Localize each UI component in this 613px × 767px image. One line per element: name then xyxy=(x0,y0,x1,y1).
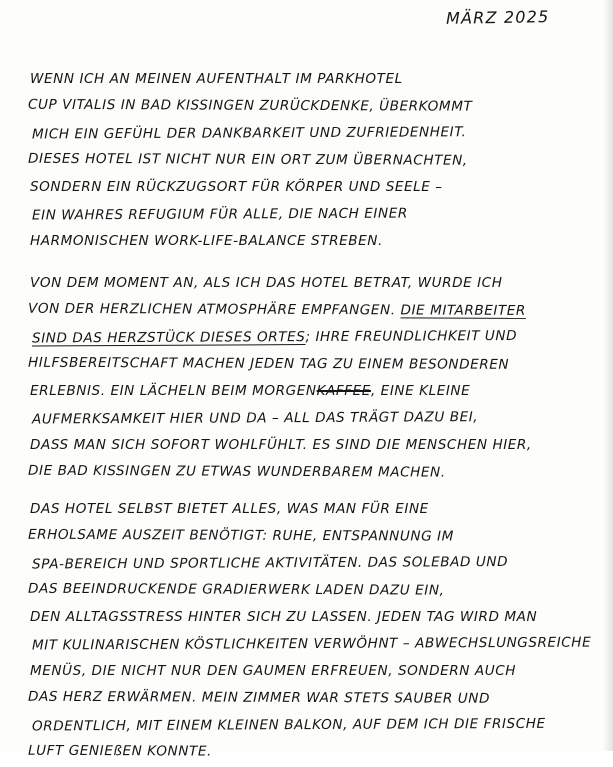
text-line: SPA-BEREICH UND SPORTLICHE AKTIVITÄTEN. DAS SOLEBAD UND xyxy=(31,553,509,573)
text-line: DASS MAN SICH SOFORT WOHLFÜHLT. ES SIND DIE MENSCHEN HIER, xyxy=(30,437,532,453)
text-line: ORDENTLICH, MIT EINEM KLEINEN BALKON, AUF DEM ICH DIE FRISCHE xyxy=(31,715,546,735)
paragraph-2 xyxy=(27,270,600,486)
text-line: DIE BAD KISSINGEN ZU ETWAS WUNDERBAREM MACHEN. xyxy=(27,462,446,481)
page-edge-shadow xyxy=(603,0,613,751)
text-line: MIT KULINARISCHEN KÖSTLICHKEITEN VERWÖHNT – ABWECHSLUNGSREICHE xyxy=(31,634,592,654)
text-line xyxy=(28,296,598,325)
text-line: EIN WAHRES REFUGIUM FÜR ALLE, DIE NACH EINER xyxy=(31,205,408,224)
text-line: MICH EIN GEFÜHL DER DANKBARKEIT UND ZUFRIEDENHEIT. xyxy=(31,124,467,143)
paragraph-3 xyxy=(27,496,600,766)
underlined-text: SIND DAS HERZSTÜCK DIESES ORTES xyxy=(31,329,306,347)
text-line xyxy=(32,323,602,353)
text-segment: ; IHRE FREUNDLICHKEIT UND xyxy=(305,327,518,346)
text-line: DIESES HOTEL IST NICHT NUR EIN ORT ZUM ÜBERNACHTEN, xyxy=(27,150,468,169)
text-line: DAS HERZ ERWÄRMEN. MEIN ZIMMER WAR STETS SAUBER UND xyxy=(27,688,491,707)
text-line: HARMONISCHEN WORK-LIFE-BALANCE STREBEN. xyxy=(30,233,383,249)
letter-date: MÄRZ 2025 xyxy=(445,7,550,28)
text-line: SONDERN EIN RÜCKZUGSORT FÜR KÖRPER UND SEELE – xyxy=(30,179,443,195)
text-segment: VON DER HERZLICHEN ATMOSPHÄRE EMPFANGEN. xyxy=(27,300,401,319)
text-line: AUFMERKSAMKEIT HIER UND DA – ALL DAS TRÄGT DAZU BEI, xyxy=(31,409,479,428)
text-line: ERHOLSAME AUSZEIT BENÖTIGT: RUHE, ENTSPANNUNG IM xyxy=(27,526,454,545)
text-line: HILFSBEREITSCHAFT MACHEN JEDEN TAG ZU EINEM BESONDEREN xyxy=(27,354,510,373)
text-line: VON DEM MOMENT AN, ALS ICH DAS HOTEL BETRAT, WURDE ICH xyxy=(30,275,503,291)
text-segment: , EINE KLEINE xyxy=(370,383,471,399)
text-line: DEN ALLTAGSSTRESS HINTER SICH ZU LASSEN. JEDEN TAG WIRD MAN xyxy=(30,609,538,625)
text-segment: ERLEBNIS. EIN LÄCHELN BEIM MORGEN xyxy=(30,383,317,399)
text-line: LUFT GENIEßEN KONNTE. xyxy=(27,742,212,760)
underlined-text: DIE MITARBEITER xyxy=(400,302,526,319)
text-line: WENN ICH AN MEINEN AUFENTHALT IM PARKHOTEL xyxy=(30,71,403,87)
struck-through-text: KAFFEE xyxy=(316,383,371,399)
paragraph-1 xyxy=(27,66,600,255)
text-line: DAS BEEINDRUCKENDE GRADIERWERK LADEN DAZU EIN, xyxy=(27,580,445,599)
text-line: CUP VITALIS IN BAD KISSINGEN ZURÜCKDENKE, ÜBERKOMMT xyxy=(27,96,473,115)
text-line: DAS HOTEL SELBST BIETET ALLES, WAS MAN FÜR EINE xyxy=(30,501,429,517)
text-line xyxy=(30,378,600,405)
text-line: MENÜS, DIE NICHT NUR DEN GAUMEN ERFREUEN, SONDERN AUCH xyxy=(30,663,517,679)
